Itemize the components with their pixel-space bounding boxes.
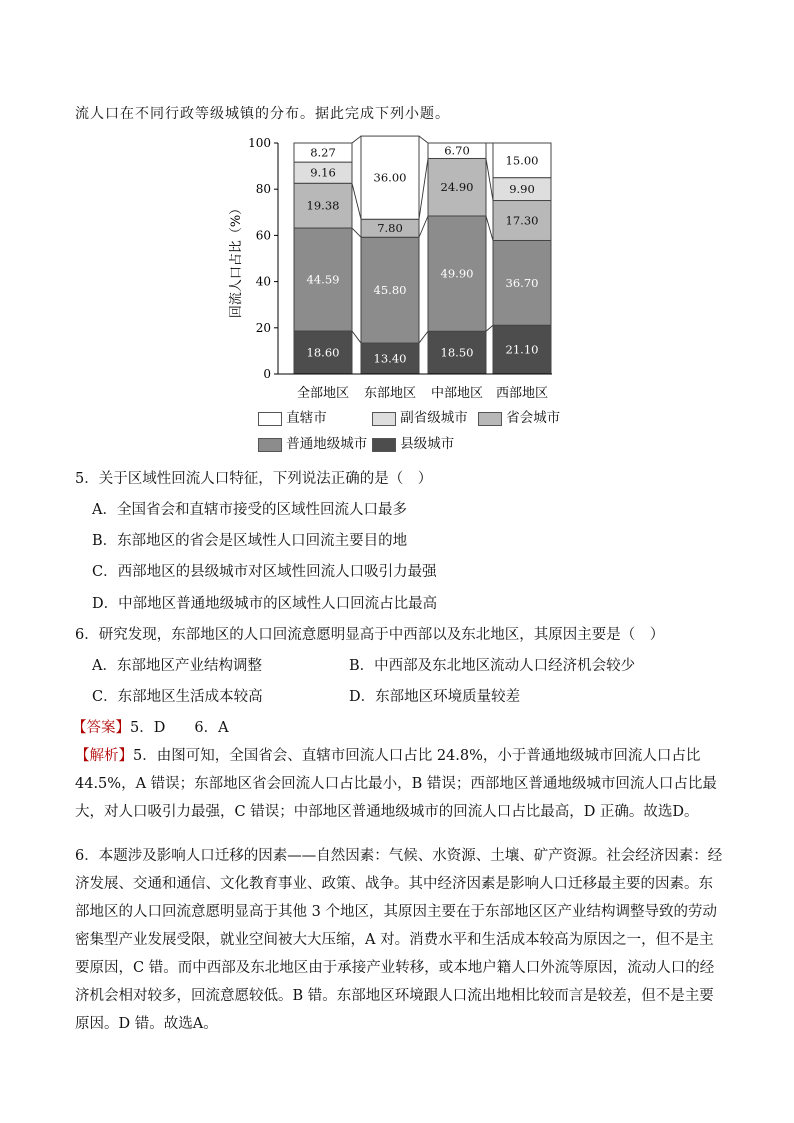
legend-swatch <box>372 412 396 426</box>
question-5-option-d: D．中部地区普通地级城市的区域性人口回流占比最高 <box>92 596 438 612</box>
legend-label: 县级城市 <box>400 436 455 452</box>
bar-value-label: 44.59 <box>306 272 340 287</box>
question-6-option-a: A．东部地区产业结构调整 <box>92 658 262 674</box>
bar-value-label: 18.50 <box>440 345 474 360</box>
legend-label: 副省级城市 <box>400 410 468 426</box>
y-axis-label: 回流人口占比（%） <box>229 201 244 319</box>
bar-value-label: 7.80 <box>377 221 403 236</box>
bar-value-label: 8.27 <box>310 145 336 160</box>
analysis-text-1: 5．由图可知，全国省会、直辖市回流人口占比 24.8%，小于普通地级城市回流人口占比 44.5%，A 错误；东部地区省会回流人口占比最小，B 错误；西部地区普通地级城市回流人口占比最大，对人口吸引力最强，C 错误；中部地区普通地级城市的回流人口占比最高，D 正确。故选D。 <box>75 748 717 820</box>
legend-label: 省会城市 <box>506 410 561 426</box>
legend-swatch <box>258 438 282 452</box>
analysis-paragraph-2: 6．本题涉及影响人口迁移的因素——自然因素：气候、水资源、土壤、矿产资源。社会经济因素：经济发展、交通和通信、文化教育事业、政策、战争。其中经济因素是影响人口迁移最主要的因素。东部地区的人口回流意愿明显高于其他 3 个地区，其原因主要在于东部地区区产业结构调整导致的劳动密集型产业发展受限，就业空间被大大压缩，A 对。消费水平和生活成本较高为原因之一，但不是主要原因，C 错。而中西部及东北地区由于承接产业转移，或本地户籍人口外流等原因，流动人口的经济机会相对较多，回流意愿较低。B 错。东部地区环境跟人口流出地相比较而言是较差，但不是主要原因。D 错。故选A。 <box>75 848 723 1032</box>
x-tick-label: 东部地区 <box>363 386 417 401</box>
bar-value-label: 19.38 <box>306 198 340 213</box>
answer-tag: 【答案】 <box>72 720 130 736</box>
question-5-option-a: A．全国省会和直辖市接受的区域性回流人口最多 <box>92 502 407 518</box>
legend <box>258 406 578 452</box>
bar-value-label: 21.10 <box>505 342 539 357</box>
connector-line <box>352 136 361 143</box>
legend-swatch <box>258 412 282 426</box>
bar-value-label: 6.70 <box>444 143 470 158</box>
answer-text: 5．D 6．A <box>130 720 229 736</box>
legend-item <box>258 432 367 450</box>
legend-label: 普通地级城市 <box>286 436 368 452</box>
connector-line <box>419 158 428 219</box>
legend-label: 直辖市 <box>286 410 327 426</box>
connector-line <box>352 228 361 237</box>
intro-text: 流人口在不同行政等级城镇的分布。据此完成下列小题。 <box>75 106 450 122</box>
y-tick-label: 80 <box>255 182 271 197</box>
legend-item <box>478 406 560 424</box>
question-5-stem: 5．关于区域性回流人口特征，下列说法正确的是（ ） <box>75 471 433 487</box>
analysis-paragraph-1 <box>75 742 725 826</box>
y-tick-label: 40 <box>255 274 271 289</box>
bar-value-label: 49.90 <box>440 266 474 281</box>
answer-line <box>72 716 229 737</box>
connector-line <box>419 136 428 143</box>
x-tick-label: 中部地区 <box>430 386 484 401</box>
question-6-option-c: C．东部地区生活成本较高 <box>92 689 263 705</box>
bar-value-label: 36.70 <box>505 275 539 290</box>
analysis-tag: 【解析】 <box>75 748 133 764</box>
bar-value-label: 24.90 <box>440 180 474 195</box>
legend-item <box>258 406 327 424</box>
y-tick-label: 20 <box>255 320 271 335</box>
connector-line <box>419 331 428 343</box>
connector-line <box>419 216 428 237</box>
question-6-option-d: D．东部地区环境质量较差 <box>349 689 521 705</box>
question-5-option-c: C．西部地区的县级城市对区域性回流人口吸引力最强 <box>92 564 437 580</box>
bar-value-label: 13.40 <box>373 351 407 366</box>
legend-swatch <box>478 412 502 426</box>
bar-value-label: 9.90 <box>509 182 535 197</box>
bar-value-label: 45.80 <box>373 283 407 298</box>
legend-swatch <box>372 438 396 452</box>
bar-value-label: 36.00 <box>373 170 407 185</box>
connector-line <box>352 331 361 343</box>
connector-line <box>486 325 493 331</box>
bar-value-label: 17.30 <box>505 213 539 228</box>
question-5-option-b: B．东部地区的省会是区域性人口回流主要目的地 <box>92 533 408 549</box>
connector-line <box>486 158 493 200</box>
question-6-option-b: B．中西部及东北地区流动人口经济机会较少 <box>349 658 636 674</box>
legend-item <box>372 432 454 450</box>
bar-value-label: 18.60 <box>306 345 340 360</box>
y-tick-label: 60 <box>255 228 271 243</box>
connector-line <box>352 183 361 219</box>
question-6-stem: 6．研究发现，东部地区的人口回流意愿明显高于中西部以及东北地区，其原因主要是（ ） <box>75 627 665 643</box>
x-tick-label: 全部地区 <box>296 386 350 401</box>
legend-item <box>372 406 468 424</box>
y-tick-label: 0 <box>263 367 271 381</box>
bar-value-label: 15.00 <box>505 153 539 168</box>
bar-value-label: 9.16 <box>310 165 336 180</box>
y-tick-label: 100 <box>248 136 271 150</box>
x-tick-label: 西部地区 <box>495 386 549 401</box>
connector-line <box>486 216 493 240</box>
